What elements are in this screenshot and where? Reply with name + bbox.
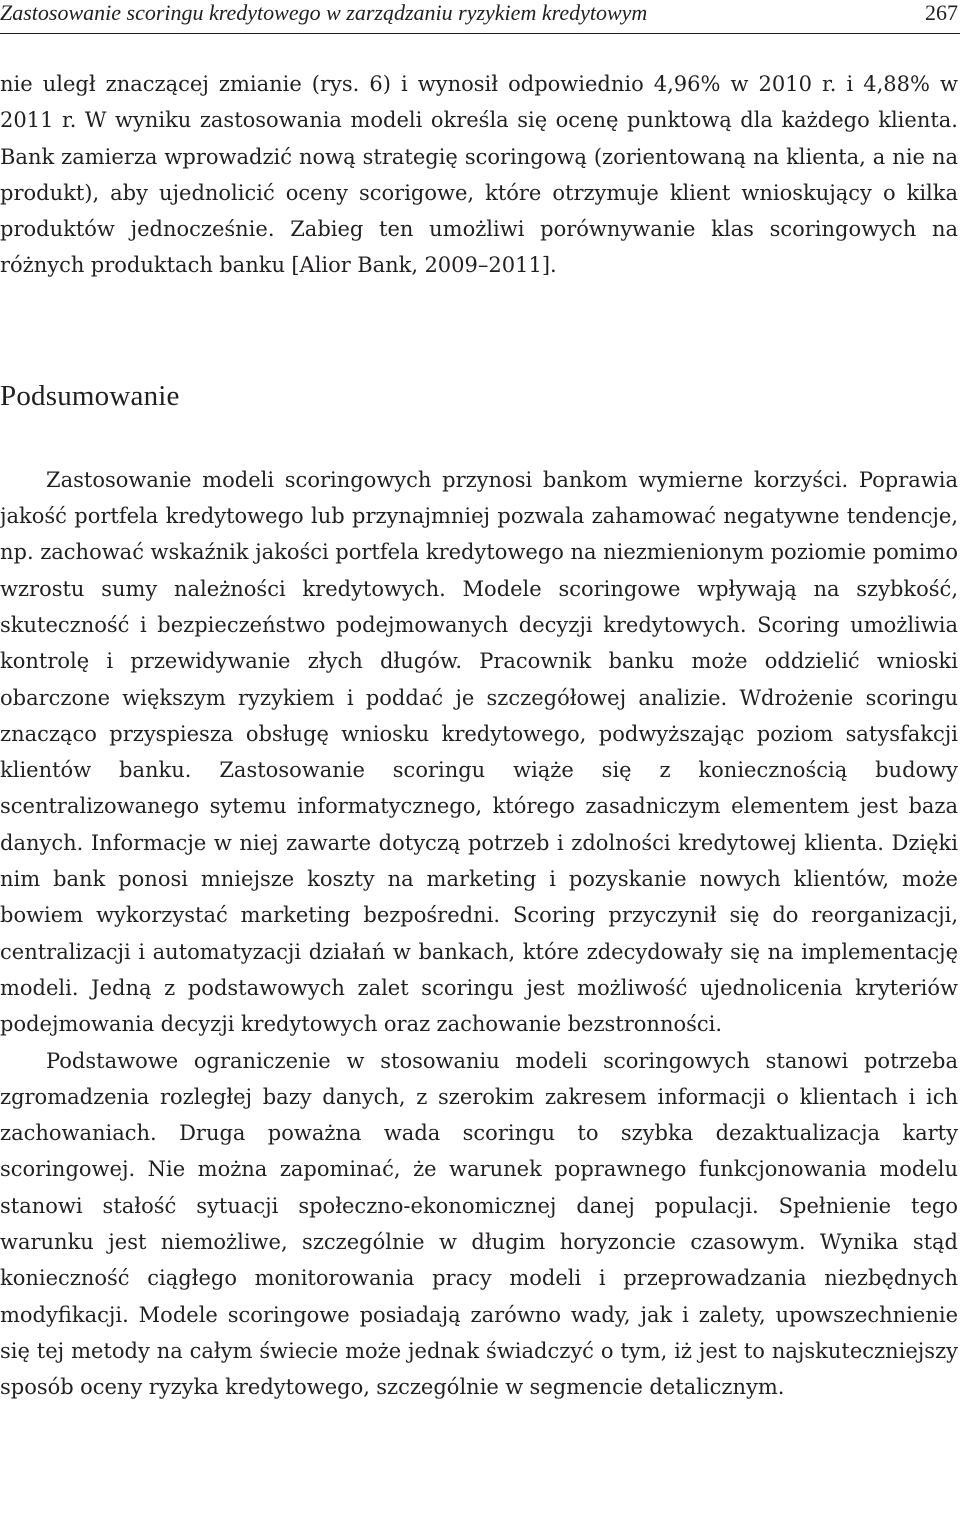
running-header [0,0,960,34]
section-heading: Podsumowanie [0,379,180,412]
summary-paragraph-2: Podstawowe ograniczenie w stosowaniu modeli scoringowych stanowi potrzeba zgromadzenia rozległej bazy danych, z szerokim zakresem informacji o klientach i ich zachowaniach. Druga poważna wada scoringu to szybka dezaktualizacja karty scoringowej. Nie można zapominać, że warunek poprawnego funkcjonowania modelu stanowi stałość sytuacji społeczno-ekonomicznej danej populacji. Spełnienie tego warunku jest niemożliwe, szczególnie w długim horyzoncie czasowym. Wynika stąd konieczność ciągłego monitorowania pracy modeli i przeprowadzania niezbędnych modyfikacji. Modele scoringowe posiadają zarówno wady, jak i zalety, upowszechnienie się tej metody na całym świecie może jednak świadczyć o tym, iż jest to najskuteczniejszy sposób oceny ryzyka kredytowego, szczególnie w segmencie detalicznym. [0,1048,958,1400]
page-body [0,66,958,1406]
intro-paragraph: nie uległ znaczącej zmianie (rys. 6) i wynosił odpowiednio 4,96% w 2010 r. i 4,88% w 2011 r. W wyniku zastosowania modeli określa się ocenę punktową dla każdego klienta. Bank zamierza wprowadzić nową strategię scoringową (zorientowaną na klienta, a nie na produkt), aby ujednolicić oceny scorigowe, które otrzymuje klient wnioskujący o kilka produktów jednocześnie. Zabieg ten umożliwi porównywanie klas scoringowych na różnych produktach banku [Alior Bank, 2009–2011]. [0,72,958,278]
running-header-title: Zastosowanie scoringu kredytowego w zarządzaniu ryzykiem kredytowym [0,0,648,25]
page-number: 267 [925,0,958,25]
summary-paragraph-1: Zastosowanie modeli scoringowych przynosi bankom wymierne korzyści. Poprawia jakość portfela kredytowego lub przynajmniej pozwala zahamować negatywne tendencje, np. zachować wskaźnik jakości portfela kredytowego na niezmienionym poziomie pomimo wzrostu sumy należności kredytowych. Modele scoringowe wpływają na szybkość, skuteczność i bezpieczeństwo podejmowanych decyzji kredytowych. Scoring umożliwia kontrolę i przewidywanie złych długów. Pracownik banku może oddzielić wnioski obarczone większym ryzykiem i poddać je szczegółowej analizie. Wdrożenie scoringu znacząco przyspiesza obsługę wniosku kredytowego, podwyższając poziom satysfakcji klientów banku. Zastosowanie scoringu wiąże się z koniecznością budowy scentralizowanego sytemu informatycznego, którego zasadniczym elementem jest baza danych. Informacje w niej zawarte dotyczą potrzeb i zdolności kredytowej klienta. Dzięki nim bank ponosi mniejsze koszty na marketing i pozyskanie nowych klientów, może bowiem wykorzystać marketing bezpośredni. Scoring przyczynił się do reorganizacji, centralizacji i automatyzacji działań w bankach, które zdecydowały się na implementację modeli. Jedną z podstawowych zalet scoringu jest możliwość ujednolicenia kryteriów podejmowania decyzji kredytowych oraz zachowanie bezstronności. [0,467,958,1037]
